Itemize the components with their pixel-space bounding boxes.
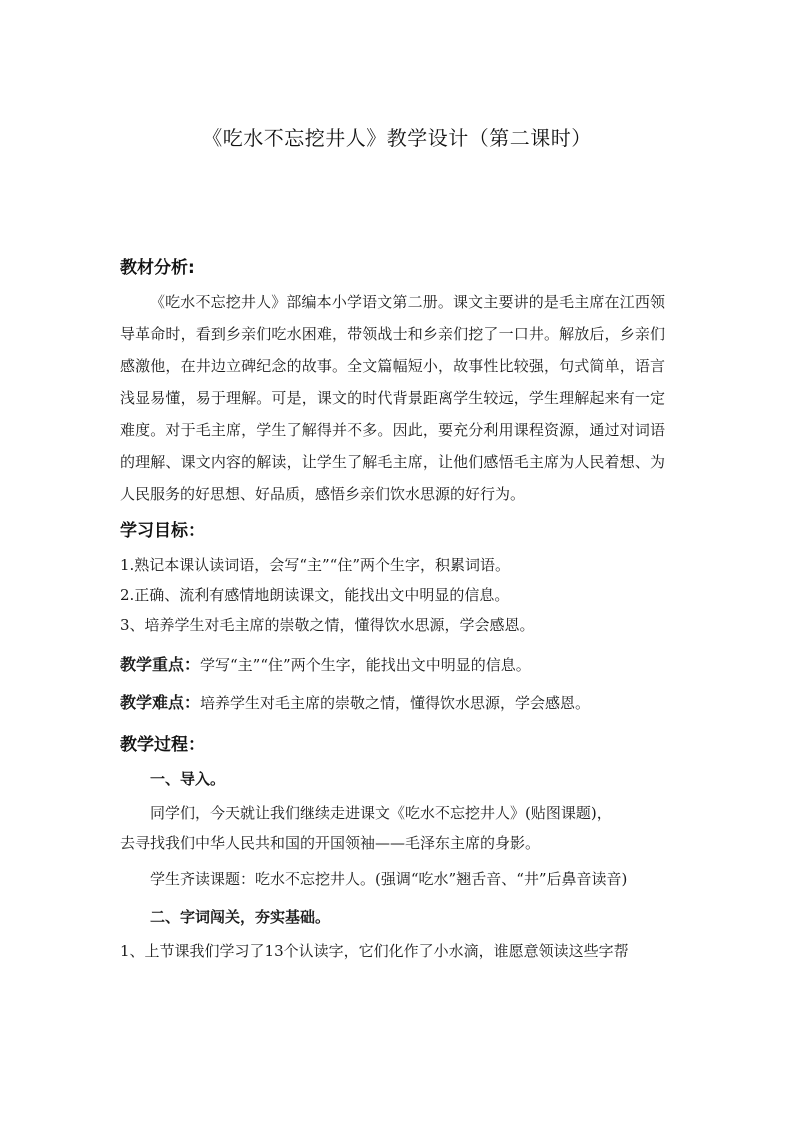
- goal-item-2: 2.正确、流利有感情地朗读课文，能找出文中明显的信息。: [120, 586, 510, 604]
- goal-item-1: 1.熟记本课认读词语，会写“主”“住”两个生字，积累词语。: [120, 556, 510, 574]
- key-point-text: 学写“主”“住”两个生字，能找出文中明显的信息。: [200, 656, 531, 674]
- page-title: 《吃水不忘挖井人》教学设计（第二课时）: [202, 126, 592, 150]
- difficulty-label: 教学难点：: [120, 693, 201, 712]
- key-point-label: 教学重点：: [120, 655, 201, 674]
- analysis-paragraph: 《吃水不忘挖井人》部编本小学语文第二册。课文主要讲的是毛主席在江西领导革命时，看到乡亲们吃水困难，带领战士和乡亲们挖了一口井。解放后，乡亲们感激他，在井边立碑纪念的故事。全文篇幅短小，故事性比较强，句式简单，语言浅显易懂，易于理解。可是，课文的时代背景距离学生较远，学生理解起来有一定难度。对于毛主席，学生了解得并不多。因此，要充分利用课程资源，通过对词语的理解、课文内容的解读，让学生了解毛主席，让他们感悟毛主席为人民着想、为人民服务的好思想、好品质，感悟乡亲们饮水思源的好行为。: [120, 293, 665, 503]
- goals-heading: 学习目标：: [120, 521, 205, 541]
- step1-title: 一、导入。: [150, 770, 226, 788]
- step1-paragraph-1b: 去寻找我们中华人民共和国的开国领袖——毛泽东主席的身影。: [120, 834, 541, 852]
- step2-title: 二、字词闯关，夯实基础。: [150, 908, 331, 926]
- document-body: [120, 250, 665, 966]
- difficulty: [120, 686, 665, 720]
- analysis-heading: 教材分析:: [120, 258, 195, 278]
- key-point: [120, 648, 665, 682]
- difficulty-text: 培养学生对毛主席的崇敬之情，懂得饮水思源，学会感恩。: [200, 694, 591, 712]
- goal-item-3: 3、培养学生对毛主席的崇敬之情，懂得饮水思源，学会感恩。: [120, 616, 535, 634]
- step2-paragraph-1: 1、上节课我们学习了13个认读字，它们化作了小水滴，谁愿意领读这些字帮: [120, 942, 629, 960]
- step1-paragraph-2: 学生齐读课题：吃水不忘挖井人。(强调“吃水”翘舌音、“井”后鼻音读音): [150, 870, 628, 888]
- step1-paragraph-1: 同学们，今天就让我们继续走进课文《吃水不忘挖井人》(贴图课题)，: [150, 804, 612, 822]
- process-heading: 教学过程：: [120, 735, 205, 755]
